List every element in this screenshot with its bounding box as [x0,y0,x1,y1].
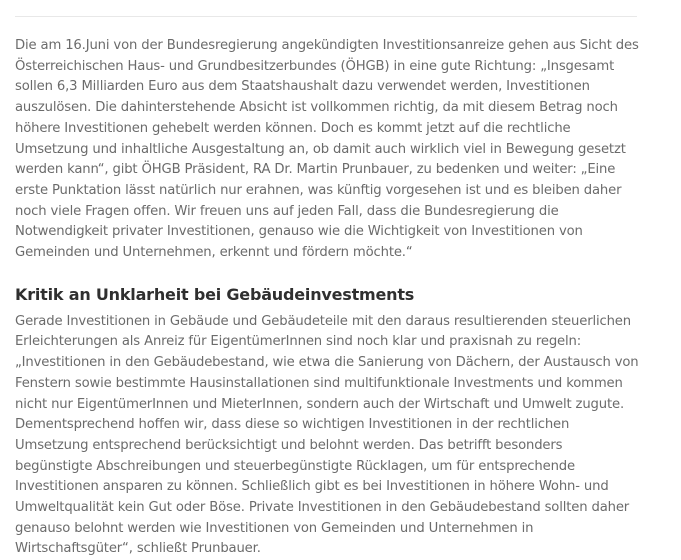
section-heading: Kritik an Unklarheit bei Gebäudeinvestments [15,284,415,304]
article-paragraph-intro: Die am 16.Juni von der Bundesregierung angekündigten Investitionsanreize gehen aus Sicht des Österreichischen Haus- und Grundbesitzerbundes (ÖHGB) in eine gute Richtung: „Insgesamt sollen 6,3 Milliarden Euro aus dem Staatshaushalt dazu verwendet werden, Investitionen auszulösen. Die dahinterstehende Absicht ist vollkommen richtig, da mit diesem Betrag noch höhere Investitionen gehebelt werden können. Doch es kommt jetzt auf die rechtliche Umsetzung und inhaltliche Ausgestaltung an, ob damit auch wirklich viel in Bewegung gesetzt werden kann“, gibt ÖHGB Präsident, RA Dr. Martin Prunbauer, zu bedenken und weiter: „Eine erste Punktation lässt natürlich nur erahnen, was künftig vorgesehen ist und es bleiben daher noch viele Fragen offen. Wir freuen uns auf jeden Fall, dass die Bundesregierung die Notwendigkeit privater Investitionen, genauso wie die Wichtigkeit von Investitionen von Gemeinden und Unternehmen, erkennt und fördern möchte.“ [15,38,639,261]
article-body [15,0,640,560]
top-divider [15,16,637,17]
article-paragraph-buildings: Gerade Investitionen in Gebäude und Gebäudeteile mit den daraus resultierenden steuerlichen Erleichterungen als Anreiz für EigentümerInnen sind noch klar und praxisnah zu regeln: „Investitionen in den Gebäudebestand, wie etwa die Sanierung von Dächern, der Austausch von Fenstern sowie bestimmte Hausinstallationen sind multifunktionale Investments und kommen nicht nur EigentümerInnen und MieterInnen, sondern auch der Wirtschaft und Umwelt zugute. Dementsprechend hoffen wir, dass diese so wichtigen Investitionen in der rechtlichen Umsetzung entsprechend berücksichtigt und belohnt werden. Das betrifft besonders begünstigte Abschreibungen und steuerbegünstigte Rücklagen, um für entsprechende Investitionen ansparen zu können. Schließlich gibt es bei Investitionen in höhere Wohn- und Umweltqualität kein Gut oder Böse. Private Investitionen in den Gebäudebestand sollten daher genauso belohnt werden wie Investitionen von Gemeinden und Unternehmen in Wirtschaftsgüter“, schließt Prunbauer. [15,313,639,557]
